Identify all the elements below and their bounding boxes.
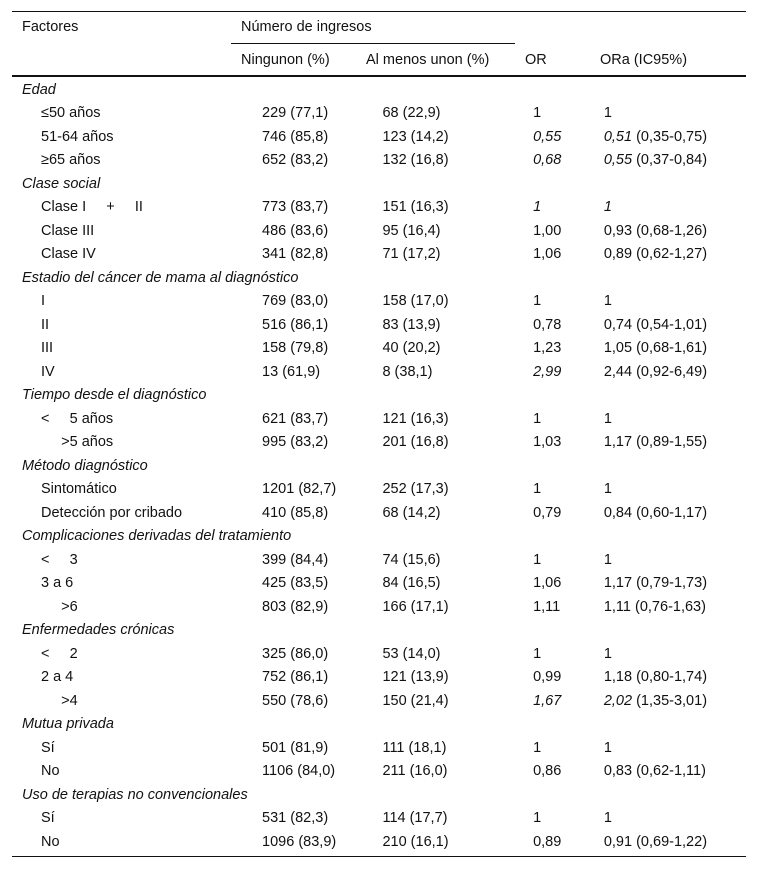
table-row	[12, 149, 746, 173]
table-row	[12, 807, 746, 831]
table-row	[12, 548, 746, 572]
table-row	[12, 125, 746, 149]
ningunon-cell: 550 (78,6)	[262, 692, 329, 709]
ora-cell	[604, 337, 746, 361]
factor-label	[12, 337, 262, 361]
ora-value: 1	[603, 739, 612, 756]
al-menos-unon-cell: 84 (16,5)	[382, 575, 441, 592]
ora-ci: (0,89-1,55)	[632, 434, 708, 451]
factor-label	[12, 501, 262, 525]
ningunon-cell: 995 (83,2)	[262, 434, 329, 451]
factor-label	[12, 642, 262, 666]
factor-label-text: No	[41, 833, 60, 850]
al-menos-unon-cell: 121 (16,3)	[382, 410, 449, 427]
al-menos-unon-cell: 8 (38,1)	[382, 363, 433, 380]
al-menos-unon-cell: 132 (16,8)	[382, 152, 449, 169]
factor-label	[12, 478, 262, 502]
ora-cell	[604, 595, 746, 619]
or-cell: 1,03	[533, 434, 562, 451]
or-cell: 0,99	[533, 669, 562, 686]
table-row	[12, 337, 746, 361]
factor-label-text: Sí	[41, 810, 55, 827]
factor-label-text: < 3	[41, 551, 78, 568]
ningunon-cell: 13 (61,9)	[262, 363, 321, 380]
section-title: Mutua privada	[22, 716, 114, 733]
or-cell: 1	[533, 810, 542, 827]
ora-value: 1,18	[603, 669, 633, 686]
or-cell: 1	[533, 551, 542, 568]
ningunon-cell: 425 (83,5)	[262, 575, 329, 592]
table-row	[12, 196, 746, 220]
section-title: Enfermedades crónicas	[22, 622, 175, 639]
al-menos-unon-cell: 158 (17,0)	[382, 293, 449, 310]
al-menos-unon-cell: 40 (20,2)	[382, 340, 441, 357]
ora-value: 0,84	[603, 504, 633, 521]
table-row	[12, 102, 746, 126]
or-cell: 1,06	[533, 246, 562, 263]
factor-label-text: >6	[41, 598, 78, 615]
ora-cell	[604, 689, 746, 713]
ora-value: 0,55	[603, 152, 633, 169]
or-cell: 0,86	[533, 763, 562, 780]
factor-label-text: ≤50 años	[41, 105, 101, 122]
factor-label	[12, 736, 262, 760]
ora-ci: (0,62-1,27)	[632, 246, 708, 263]
factor-label-text: II	[41, 316, 50, 333]
ningunon-cell: 158 (79,8)	[262, 340, 329, 357]
ora-cell	[604, 243, 746, 267]
or-cell: 0,68	[533, 152, 562, 169]
or-cell: 0,79	[533, 504, 562, 521]
ora-value: 1,05	[603, 340, 633, 357]
ora-value: 1,17	[603, 434, 633, 451]
or-cell: 2,99	[533, 363, 562, 380]
or-cell: 0,78	[533, 316, 562, 333]
factor-label-text: Sí	[41, 739, 55, 756]
ora-cell	[604, 149, 746, 173]
header-numero-ingresos: Número de ingresos	[241, 19, 372, 35]
ningunon-cell: 803 (82,9)	[262, 598, 329, 615]
ora-ci: (0,37-0,84)	[632, 152, 708, 169]
ora-cell	[604, 760, 746, 784]
or-cell: 1,06	[533, 575, 562, 592]
al-menos-unon-cell: 95 (16,4)	[382, 222, 441, 239]
factor-label-text: Clase IV	[41, 246, 96, 263]
ora-cell	[604, 431, 746, 455]
ora-cell	[604, 290, 746, 314]
ora-cell	[604, 548, 746, 572]
ora-value: 0,74	[603, 316, 633, 333]
or-cell: 1,11	[533, 598, 561, 615]
ningunon-cell: 486 (83,6)	[262, 222, 329, 239]
ora-ci: (0,54-1,01)	[632, 316, 708, 333]
factor-label-text: >5 años	[41, 434, 114, 451]
al-menos-unon-cell: 68 (14,2)	[382, 504, 441, 521]
ningunon-cell: 1106 (84,0)	[262, 763, 336, 780]
section-title: Complicaciones derivadas del tratamiento	[22, 528, 292, 545]
ora-cell	[604, 313, 746, 337]
table-row	[12, 501, 746, 525]
section-title: Clase social	[22, 175, 101, 192]
ora-value: 1	[603, 810, 612, 827]
ora-cell	[604, 501, 746, 525]
factor-label	[12, 689, 262, 713]
factor-label	[12, 196, 262, 220]
table-row	[12, 290, 746, 314]
ora-value: 1	[603, 645, 612, 662]
section-row	[12, 619, 746, 643]
ningunon-cell: 325 (86,0)	[262, 645, 329, 662]
ningunon-cell: 516 (86,1)	[262, 316, 329, 333]
ningunon-cell: 769 (83,0)	[262, 293, 329, 310]
ora-value: 1,11	[603, 598, 631, 615]
or-cell: 1,67	[533, 692, 562, 709]
factor-label	[12, 807, 262, 831]
section-title: Edad	[22, 81, 56, 98]
table-body	[12, 78, 746, 854]
al-menos-unon-cell: 71 (17,2)	[382, 246, 441, 263]
ora-ci: (0,68-1,26)	[632, 222, 708, 239]
factor-label-text: No	[41, 763, 60, 780]
ora-ci: (0,60-1,17)	[632, 504, 708, 521]
section-row	[12, 454, 746, 478]
factor-label	[12, 407, 262, 431]
factor-label-text: 2 a 4	[41, 669, 74, 686]
factor-label	[12, 149, 262, 173]
ora-cell	[604, 102, 746, 126]
factor-label	[12, 243, 262, 267]
or-cell: 1	[533, 199, 542, 216]
factor-label-text: Clase I + II	[41, 199, 143, 216]
al-menos-unon-cell: 166 (17,1)	[382, 598, 449, 615]
ora-cell	[604, 642, 746, 666]
factor-label-text: I	[41, 293, 46, 310]
ora-value: 1	[603, 410, 612, 427]
factor-label-text: III	[41, 340, 54, 357]
ora-cell	[604, 360, 746, 384]
factor-label	[12, 313, 262, 337]
factor-label	[12, 595, 262, 619]
ningunon-cell: 752 (86,1)	[262, 669, 329, 686]
table-row	[12, 760, 746, 784]
table-row	[12, 830, 746, 854]
table-row	[12, 689, 746, 713]
ora-ci: (0,80-1,74)	[632, 669, 708, 686]
al-menos-unon-cell: 121 (13,9)	[382, 669, 449, 686]
or-cell: 0,55	[533, 128, 562, 145]
ora-ci: (0,68-1,61)	[632, 340, 708, 357]
al-menos-unon-cell: 114 (17,7)	[382, 810, 448, 827]
table-top-rule	[12, 11, 746, 12]
ora-cell	[604, 407, 746, 431]
factor-label	[12, 360, 262, 384]
section-row	[12, 172, 746, 196]
ora-value: 1	[603, 481, 612, 498]
section-title: Método diagnóstico	[22, 457, 148, 474]
factor-label-text: >4	[41, 692, 78, 709]
ningunon-cell: 652 (83,2)	[262, 152, 329, 169]
header-group-rule	[231, 43, 515, 44]
factor-label	[12, 125, 262, 149]
section-row	[12, 713, 746, 737]
ora-cell	[604, 125, 746, 149]
ningunon-cell: 531 (82,3)	[262, 810, 329, 827]
section-row	[12, 384, 746, 408]
ora-cell	[604, 219, 746, 243]
al-menos-unon-cell: 211 (16,0)	[382, 763, 448, 780]
ningunon-cell: 621 (83,7)	[262, 410, 329, 427]
or-cell: 1,00	[533, 222, 562, 239]
ora-value: 0,91	[603, 833, 633, 850]
table-row	[12, 478, 746, 502]
al-menos-unon-cell: 201 (16,8)	[382, 434, 449, 451]
section-row	[12, 266, 746, 290]
table-row	[12, 431, 746, 455]
or-cell: 1	[533, 645, 542, 662]
ora-value: 0,89	[603, 246, 633, 263]
factor-label	[12, 431, 262, 455]
ningunon-cell: 410 (85,8)	[262, 504, 329, 521]
al-menos-unon-cell: 74 (15,6)	[382, 551, 441, 568]
section-row	[12, 783, 746, 807]
al-menos-unon-cell: 252 (17,3)	[382, 481, 449, 498]
factor-label	[12, 830, 262, 854]
ningunon-cell: 229 (77,1)	[262, 105, 329, 122]
al-menos-unon-cell: 151 (16,3)	[382, 199, 449, 216]
ora-ci: (0,69-1,22)	[632, 833, 708, 850]
al-menos-unon-cell: 210 (16,1)	[382, 833, 449, 850]
table-row	[12, 243, 746, 267]
factor-label	[12, 290, 262, 314]
ora-cell	[604, 736, 746, 760]
table-row	[12, 313, 746, 337]
table-header-rule	[12, 75, 746, 77]
ora-value: 1,17	[603, 575, 633, 592]
table-row	[12, 595, 746, 619]
section-title: Tiempo desde el diagnóstico	[22, 387, 207, 404]
ningunon-cell: 341 (82,8)	[262, 246, 329, 263]
section-title: Estadio del cáncer de mama al diagnóstico	[22, 269, 299, 286]
table-row	[12, 407, 746, 431]
al-menos-unon-cell: 123 (14,2)	[382, 128, 449, 145]
factor-label	[12, 102, 262, 126]
ora-cell	[604, 572, 746, 596]
ningunon-cell: 746 (85,8)	[262, 128, 329, 145]
header-al-menos-unon: Al menos unon (%)	[366, 52, 490, 68]
section-title: Uso de terapias no convencionales	[22, 786, 248, 803]
or-cell: 1	[533, 739, 542, 756]
ora-ci: (0,79-1,73)	[632, 575, 708, 592]
al-menos-unon-cell: 111 (18,1)	[382, 739, 447, 756]
ora-cell	[604, 807, 746, 831]
or-cell: 1	[533, 410, 542, 427]
factor-label-text: 51-64 años	[41, 128, 114, 145]
ora-value: 1	[603, 293, 612, 310]
ora-ci: (0,35-0,75)	[632, 128, 708, 145]
header-ningunon: Ningunon (%)	[241, 52, 330, 68]
al-menos-unon-cell: 53 (14,0)	[382, 645, 441, 662]
header-factores: Factores	[22, 19, 79, 35]
ora-value: 0,51	[603, 128, 633, 145]
ora-value: 0,93	[603, 222, 633, 239]
al-menos-unon-cell: 150 (21,4)	[382, 692, 449, 709]
ningunon-cell: 1201 (82,7)	[262, 481, 337, 498]
ora-value: 2,02	[603, 692, 633, 709]
factor-label-text: 3 a 6	[41, 575, 74, 592]
factor-label-text: < 2	[41, 645, 78, 662]
header-ora: ORa (IC95%)	[600, 52, 688, 68]
or-cell: 1,23	[533, 340, 562, 357]
factor-label	[12, 219, 262, 243]
table-row	[12, 572, 746, 596]
ora-ci: (0,92-6,49)	[632, 363, 708, 380]
table-row	[12, 219, 746, 243]
or-cell: 1	[533, 481, 542, 498]
ora-ci: (0,76-1,63)	[630, 598, 706, 615]
factor-label-text: IV	[41, 363, 55, 380]
factor-label-text: Sintomático	[41, 481, 117, 498]
ora-cell	[604, 666, 746, 690]
ningunon-cell: 399 (84,4)	[262, 551, 329, 568]
factor-label-text: Detección por cribado	[41, 504, 183, 521]
ora-value: 0,83	[603, 763, 633, 780]
factor-label	[12, 548, 262, 572]
table-bottom-rule	[12, 856, 746, 857]
section-row	[12, 78, 746, 102]
ora-value: 1	[603, 199, 612, 216]
table-row	[12, 736, 746, 760]
section-row	[12, 525, 746, 549]
ora-cell	[604, 830, 746, 854]
table-row	[12, 642, 746, 666]
factor-label	[12, 666, 262, 690]
or-cell: 1	[533, 293, 542, 310]
ora-value: 1	[603, 551, 612, 568]
al-menos-unon-cell: 83 (13,9)	[382, 316, 441, 333]
ora-value: 1	[603, 105, 612, 122]
factor-label	[12, 760, 262, 784]
ora-ci: (1,35-3,01)	[632, 692, 708, 709]
factor-label	[12, 572, 262, 596]
ora-cell	[604, 196, 746, 220]
ora-value: 2,44	[603, 363, 633, 380]
ora-ci: (0,62-1,11)	[632, 763, 706, 780]
factor-label-text: ≥65 años	[41, 152, 101, 169]
ningunon-cell: 1096 (83,9)	[262, 833, 337, 850]
ningunon-cell: 773 (83,7)	[262, 199, 329, 216]
or-cell: 0,89	[533, 833, 562, 850]
header-or: OR	[525, 52, 547, 68]
factor-label-text: Clase III	[41, 222, 95, 239]
factor-label-text: < 5 años	[41, 410, 114, 427]
ora-cell	[604, 478, 746, 502]
table-row	[12, 666, 746, 690]
al-menos-unon-cell: 68 (22,9)	[382, 105, 441, 122]
table-row	[12, 360, 746, 384]
or-cell: 1	[533, 105, 542, 122]
ningunon-cell: 501 (81,9)	[262, 739, 329, 756]
